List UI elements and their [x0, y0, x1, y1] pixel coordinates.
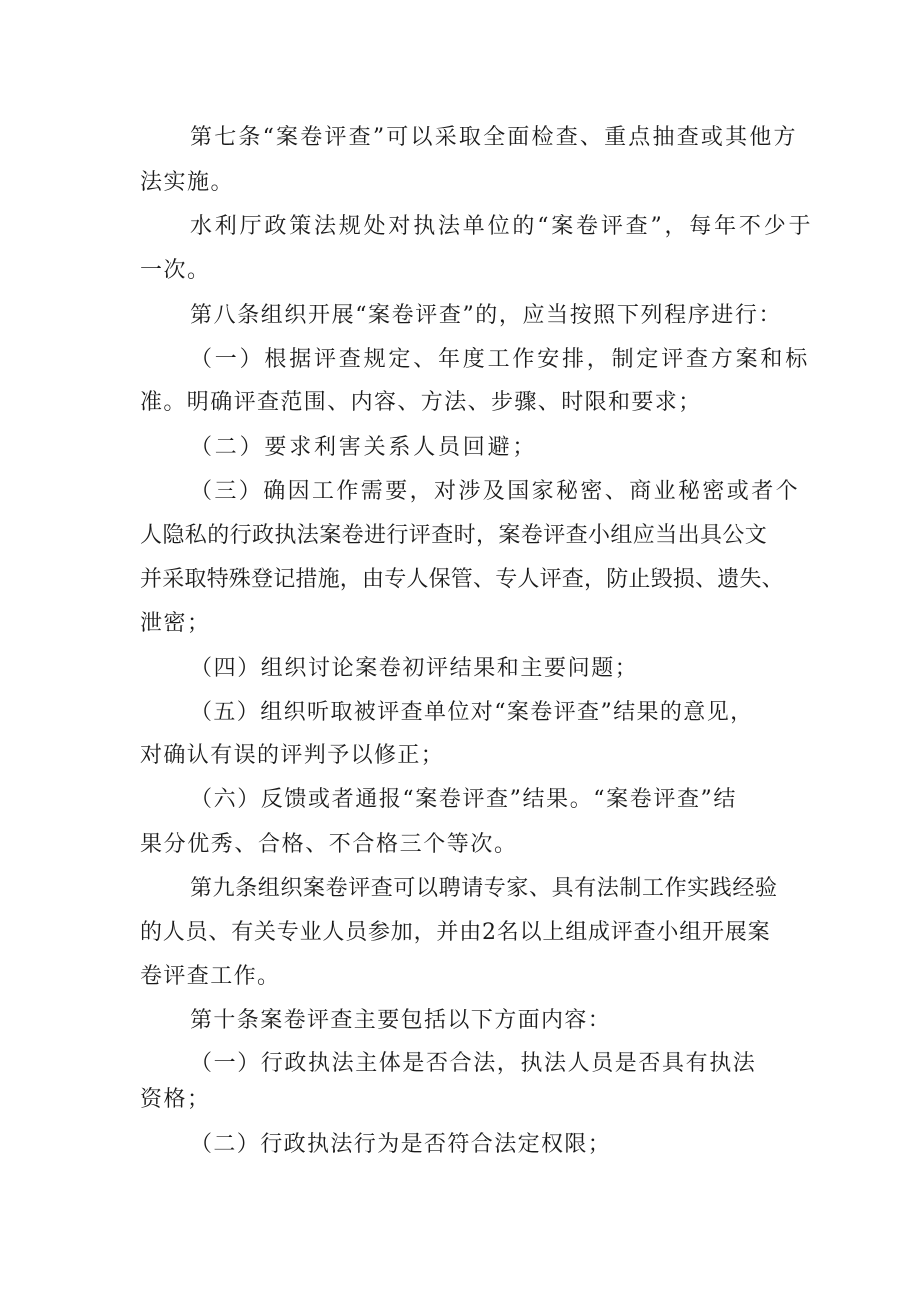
text-line: 第七条“案卷评查”可以采取全面检查、重点抽查或其他方	[190, 125, 798, 150]
text-line: （三）确因工作需要，对涉及国家秘密、商业秘密或者个	[190, 479, 801, 504]
text-line: （二）行政执法行为是否符合法定权限；	[190, 1132, 612, 1157]
text-line: 卷评查工作。	[140, 964, 281, 989]
text-line: 一次。	[140, 258, 211, 283]
text-line: （五）组织听取被评查单位对“案卷评查”结果的意见，	[190, 700, 754, 725]
text-line: 对确认有误的评判予以修正；	[140, 743, 445, 768]
text-line: （二）要求利害关系人员回避；	[190, 435, 538, 460]
text-line: 第九条组织案卷评查可以聘请专家、具有法制工作实践经验	[190, 876, 778, 901]
text-line: 并采取特殊登记措施，由专人保管、专人评查，防止毁损、遗失、	[140, 567, 784, 592]
text-line: 果分优秀、合格、不合格三个等次。	[140, 832, 518, 857]
text-line: 法实施。	[140, 170, 235, 195]
text-line: （六）反馈或者通报“案卷评查”结果。“案卷评查”结	[190, 787, 737, 812]
text-line: （四）组织讨论案卷初评结果和主要问题；	[190, 656, 639, 681]
text-line: （一）行政执法主体是否合法，执法人员是否具有执法	[190, 1051, 757, 1076]
text-line: 准。明确评查范围、内容、方法、步骤、时限和要求；	[140, 390, 702, 415]
text-line: 泄密；	[140, 611, 211, 636]
text-line: 人隐私的行政执法案卷进行评查时，案卷评查小组应当出具公文	[140, 523, 768, 548]
text-line: （一）根据评查规定、年度工作安排，制定评查方案和标	[190, 347, 811, 372]
text-line: 第十条案卷评查主要包括以下方面内容：	[190, 1008, 612, 1033]
text-line: 水利厅政策法规处对执法单位的“案卷评查”，每年不少于	[190, 214, 814, 239]
text-line: 的人员、有关专业人员参加，并由2名以上组成评查小组开展案	[140, 920, 771, 945]
text-line: 第八条组织开展“案卷评查”的，应当按照下列程序进行：	[190, 303, 783, 328]
text-line: 资格；	[140, 1087, 211, 1112]
